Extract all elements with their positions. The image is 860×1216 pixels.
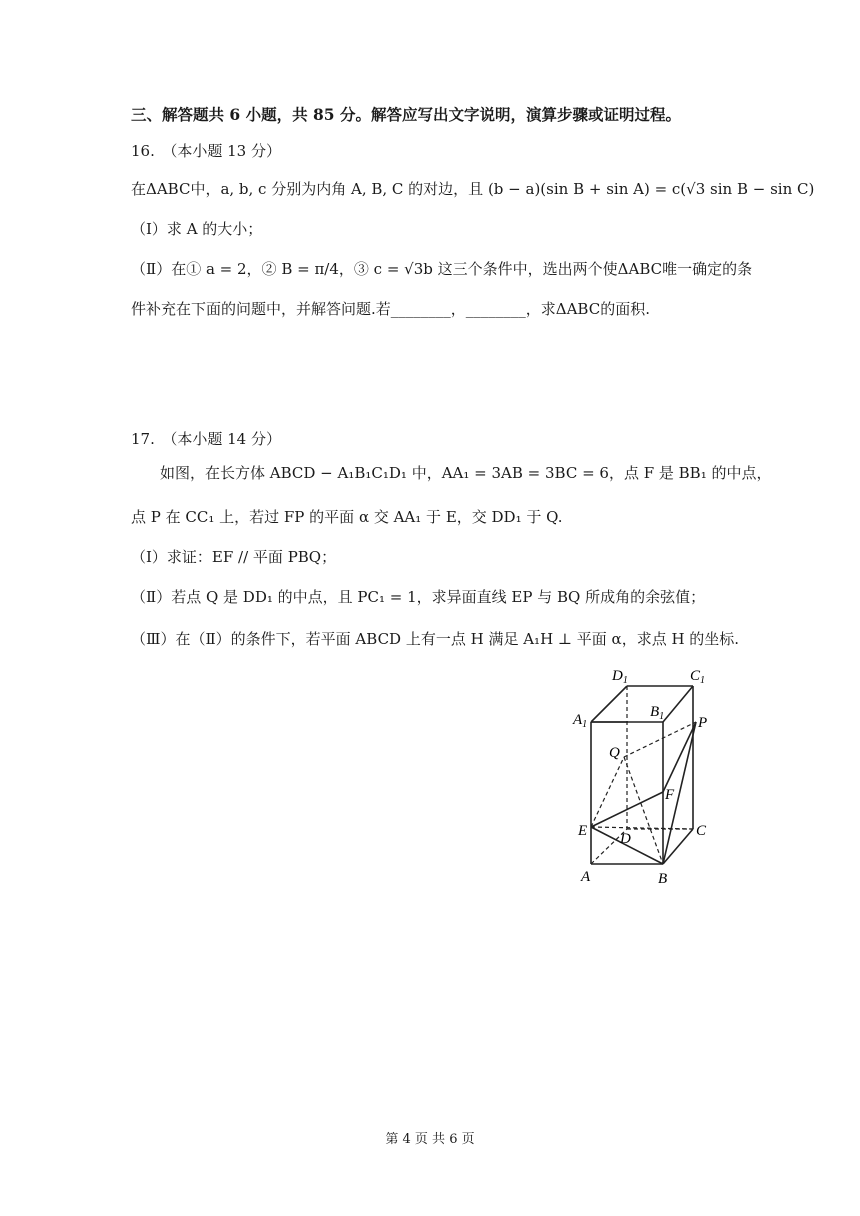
q16-part2-line2: 件补充在下面的问题中，并解答问题.若________，________，求ΔABC的面积.: [131, 300, 650, 318]
page-footer: 第 4 页 共 6 页: [385, 1132, 475, 1147]
q16-heading: 16. （本小题 13 分）: [131, 142, 281, 160]
edge-A1D1: [591, 686, 627, 722]
q17-stem-line2: 点 P 在 CC₁ 上，若过 FP 的平面 α 交 AA₁ 于 E，交 DD₁ 于 Q.: [131, 508, 563, 526]
q16-part1: （Ⅰ）求 A 的大小；: [131, 220, 263, 238]
section-header: 三、解答题共 6 小题，共 85 分。解答应写出文字说明，演算步骤或证明过程。: [131, 105, 681, 124]
segment-EQ: [591, 757, 624, 827]
q17-part3: （Ⅲ）在（Ⅱ）的条件下，若平面 ABCD 上有一点 H 满足 A₁H ⊥ 平面 α，求点 H 的坐标.: [131, 630, 740, 648]
q17-part2: （Ⅱ）若点 Q 是 DD₁ 的中点，且 PC₁ = 1，求异面直线 EP 与 BQ 所成角的余弦值；: [131, 588, 706, 606]
cuboid-figure: [570, 664, 730, 894]
q16-stem: 在ΔABC中，a, b, c 分别为内角 A, B, C 的对边，且 (b − a)(sin B + sin A) = c(√3 sin B − sin C): [131, 180, 815, 198]
q17-heading: 17. （本小题 14 分）: [131, 430, 281, 448]
segment-QB: [624, 757, 663, 864]
label-C: C: [696, 823, 707, 839]
q17-part1: （Ⅰ）求证：EF // 平面 PBQ；: [131, 548, 337, 566]
label-B: B: [658, 871, 668, 887]
q16-part2-line1: （Ⅱ）在① a = 2，② B = π/4，③ c = √3b 这三个条件中，选出两个使ΔABC唯一确定的条: [131, 260, 753, 278]
segment-FP: [663, 722, 696, 792]
q17-stem-line1: 如图，在长方体 ABCD − A₁B₁C₁D₁ 中，AA₁ = 3AB = 3BC = 6，点 F 是 BB₁ 的中点，: [160, 464, 772, 482]
label-P: P: [698, 715, 708, 731]
segment-QP: [624, 722, 696, 757]
label-Q: Q: [609, 745, 620, 761]
label-C1: $C_1$: [690, 668, 706, 686]
label-A: A: [581, 869, 591, 885]
label-F: F: [665, 787, 675, 803]
edge-B1C1: [663, 686, 693, 722]
label-A1: $A_1$: [573, 712, 588, 730]
label-E: E: [578, 823, 588, 839]
label-D1: $D_1$: [612, 668, 628, 686]
label-D: D: [620, 831, 631, 847]
label-B1: $B_1$: [650, 704, 665, 722]
